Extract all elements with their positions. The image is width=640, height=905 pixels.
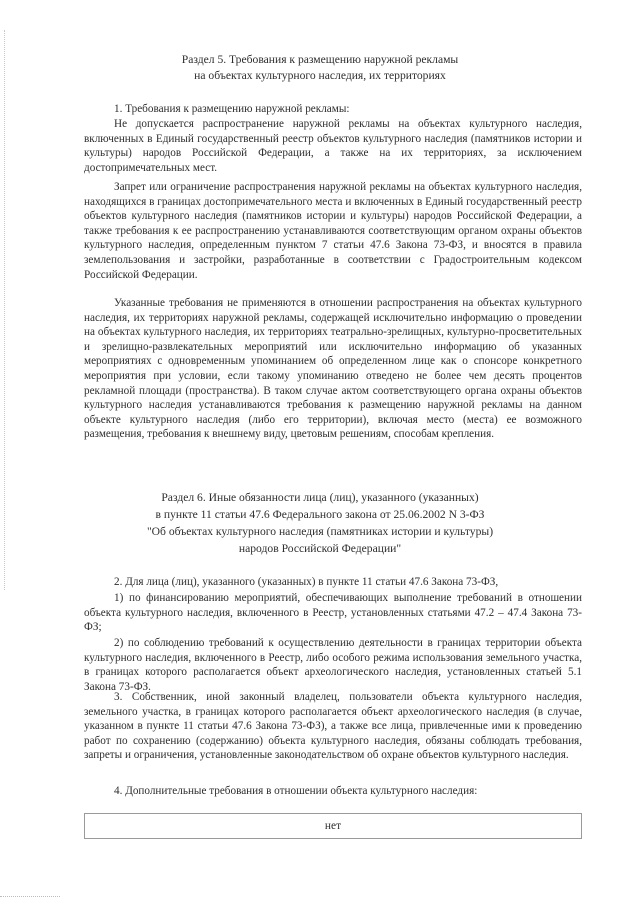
section6-item3: 3. Собственник, иной законный владелец, пользователи объекта культурного наследия, земельного участка, в границах которого располагается объект археологического наследия (в случае, указанном в пункте 11 статьи 47.6 Закона 73-ФЗ), а также все лица, привлеченные ими к проведению работ по сохранению (содержанию) объекта культурного наследия, обязаны соблюдать требования, запреты и ограничения, установленные законодательством об охране объектов культурного наследия. (84, 691, 582, 762)
section5-item1: 1. Требования к размещению наружной рекламы: (114, 103, 350, 115)
section6-item2: 2. Для лица (лиц), указанного (указанных) в пункте 11 статьи 47.6 Закона 73-ФЗ, (114, 576, 499, 588)
section6-subitem-2: 2) по соблюдению требований к осуществлению деятельности в границах территории объекта культурного наследия, включенного в Реестр, либо особого режима использования земельного участка, в границах которого располагается объект археологического наследия, установленных статьей 5.1 Закона 73-ФЗ. (84, 637, 582, 693)
additional-requirements-box (84, 813, 582, 839)
section5-title-line1: Раздел 5. Требования к размещению наружной рекламы (181, 53, 459, 66)
section6-subitem-1: 1) по финансированию мероприятий, обеспечивающих выполнение требований в отношении объекта культурного наследия, включенного в Реестр, установленных статьями 47.2 – 47.4 Закона 73-ФЗ; (84, 592, 582, 634)
additional-requirements-value: нет (324, 820, 342, 832)
section6-title-line1: Раздел 6. Иные обязанности лица (лиц), указанного (указанных) (161, 491, 479, 504)
section6-item4: 4. Дополнительные требования в отношении объекта культурного наследия: (114, 785, 478, 797)
scan-bottom-mark (0, 896, 60, 897)
section6-title-line2: в пункте 11 статьи 47.6 Федерального закона от 25.06.2002 N 3-ФЗ (155, 508, 485, 521)
section6-title-line4: народов Российской Федерации" (238, 542, 402, 555)
scan-edge-marks (4, 30, 7, 590)
section6-title-line3: "Об объектах культурного наследия (памятниках истории и культуры) (146, 525, 494, 538)
section5-paragraph-2: Запрет или ограничение распространения наружной рекламы на объектах культурного наследия, находящихся в границах достопримечательного места и включенных в Единый государственный реестр объектов культурного наследия (памятников истории и культуры) народов Российской Федерации, а также требования к ее распространению устанавливаются соответствующим органом охраны объектов культурного наследия, определенным пунктом 7 статьи 47.6 Закона 73-ФЗ, и вносятся в правила землепользования и застройки, разработанные в соответствии с Градостроительным кодексом Российской Федерации. (84, 181, 582, 281)
section5-paragraph-3: Указанные требования не применяются в отношении распространения на объектах культурного наследия, их территориях наружной рекламы, содержащей исключительно информацию о проведении на объектах культурного наследия, их территориях театрально-зрелищных, культурно-просветительных и зрелищно-развлекательных мероприятий или исключительно информацию об указанных мероприятиях с одновременным упоминанием об определенном лице как о спонсоре конкретного мероприятия при условии, если такому упоминанию отведено не более чем десять процентов рекламной площади (пространства). В таком случае актом соответствующего органа охраны объектов культурного наследия устанавливаются требования к размещению наружной рекламы на данном объекте культурного наследия (либо его территории), включая место (места) ее возможного размещения, требования к внешнему виду, цветовым решениям, способам крепления. (84, 297, 582, 441)
section5-title-line2: на объектах культурного наследия, их территориях (194, 69, 446, 82)
section5-paragraph-1: Не допускается распространение наружной рекламы на объектах культурного наследия, включенных в Единый государственный реестр объектов культурного наследия (памятников истории и культуры) народов Российской Федерации, а также на их территориях, за исключением достопримечательных мест. (84, 118, 582, 174)
